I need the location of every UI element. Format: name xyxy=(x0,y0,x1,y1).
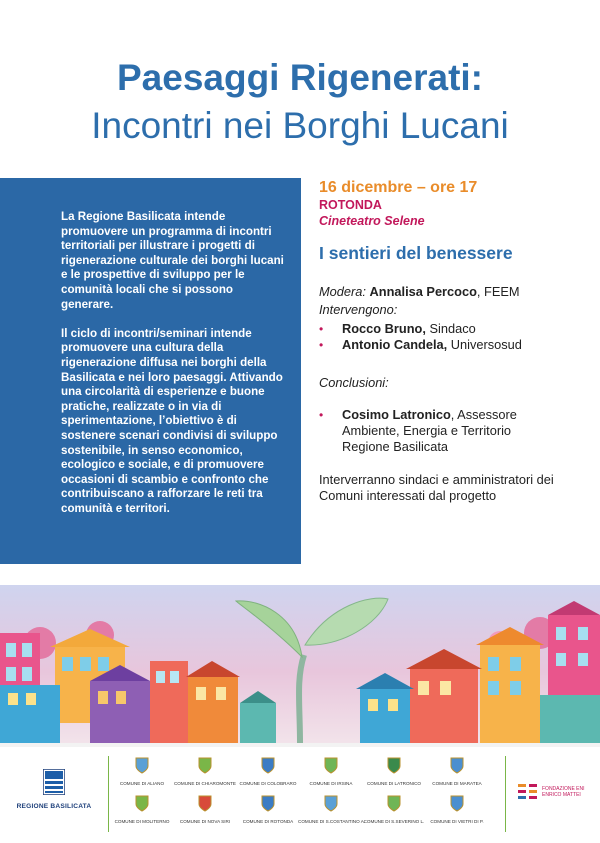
coat-of-arms-icon xyxy=(198,794,212,812)
speaker-role: Sindaco xyxy=(425,321,476,336)
coat-of-arms-icon xyxy=(450,756,464,774)
comune-label: COMUNE DI S.SEVERINO L. xyxy=(363,819,425,824)
comune-logo xyxy=(235,794,301,824)
comune-logo xyxy=(172,794,238,824)
coat-of-arms-icon xyxy=(324,756,338,774)
conclusion-name: Cosimo Latronico xyxy=(342,407,451,422)
intro-paragraph-1: La Regione Basilicata intende promuovere un programma di incontri territoriali per illustrare i progetti di rigenerazione culturale dei borghi lucani e le prospettive di sviluppo per le comunità locali che si possono generare. xyxy=(61,210,284,311)
speaker-item xyxy=(319,337,589,353)
coat-of-arms-icon xyxy=(261,756,275,774)
feem-label xyxy=(542,786,585,798)
conclusions-label: Conclusioni: xyxy=(319,375,389,390)
speaker-role: Universosud xyxy=(447,337,522,352)
coat-of-arms-icon xyxy=(261,794,275,812)
speaker-item xyxy=(319,321,589,337)
event-date: 16 dicembre – ore 17 xyxy=(319,179,478,196)
event-town: ROTONDA xyxy=(319,198,382,212)
comune-label: COMUNE DI NOVA SIRI xyxy=(179,819,231,824)
comune-logo xyxy=(361,794,427,824)
regione-emblem-icon xyxy=(43,769,65,795)
intro-text xyxy=(61,210,286,531)
comune-label: COMUNE DI LATRONICO xyxy=(366,781,422,786)
comune-logo xyxy=(424,794,490,824)
event-venue: Cineteatro Selene xyxy=(319,214,425,228)
regione-basilicata-logo xyxy=(14,769,94,810)
coat-of-arms-icon xyxy=(135,794,149,812)
speakers-label: Intervengono: xyxy=(319,302,398,317)
comune-logo xyxy=(109,794,175,824)
comune-label: COMUNE DI VIETRI DI P. xyxy=(430,819,484,824)
bullet-icon: • xyxy=(319,338,324,352)
feem-emblem-icon xyxy=(516,782,540,804)
event-subtitle: I sentieri del benessere xyxy=(319,243,513,263)
comune-logo xyxy=(298,794,364,824)
comune-label: COMUNE DI S.COSTANTINO A. xyxy=(298,819,366,824)
moderator-label: Modera: xyxy=(319,284,366,299)
intro-paragraph-2: Il ciclo di incontri/seminari intende promuovere una cultura della rigenerazione diffusa nei borghi della Basilicata e nei loro paesaggi. Attivando una circolarità di esperienze e buone pratiche, realizzate o in via di sperimentazione, l’obiettivo è di sostenere scenari condivisi di sviluppo sostenibile, in senso economico, ecologico e sociale, e di promuovere occasioni di scambio e confronto che contribuiscano a rafforzare le reti tra comunità e territori. xyxy=(61,326,283,515)
comune-label: COMUNE DI MARATEA xyxy=(432,781,482,786)
moderator-line xyxy=(319,284,589,300)
comune-logo xyxy=(298,756,364,786)
footer-divider xyxy=(0,743,600,747)
comune-logo xyxy=(109,756,175,786)
village-illustration xyxy=(0,585,600,743)
comune-logo xyxy=(424,756,490,786)
moderator-org: , FEEM xyxy=(476,284,520,299)
coat-of-arms-icon xyxy=(135,756,149,774)
comune-label: COMUNE DI IRSINA xyxy=(309,781,353,786)
feem-label-line2: ENRICO MATTEI xyxy=(542,792,581,798)
comune-logo xyxy=(235,756,301,786)
page-title-line1: Paesaggi Rigenerati: xyxy=(116,57,483,98)
comune-label: COMUNE DI ALIANO xyxy=(119,781,165,786)
conclusions-list xyxy=(319,407,524,455)
comune-logo xyxy=(361,756,427,786)
conclusion-item xyxy=(319,407,524,455)
feem-label-line1: FONDAZIONE ENI xyxy=(542,786,585,792)
comune-label: COMUNE DI MOLITERNO xyxy=(114,819,170,824)
comune-label: COMUNE DI ROTONDA xyxy=(242,819,294,824)
speaker-name: Rocco Bruno, xyxy=(342,321,426,336)
event-details xyxy=(319,179,589,504)
comuni-logos xyxy=(108,756,506,832)
conclusion-role: , Assessore Ambiente, Energia e Territorio Regione Basilicata xyxy=(342,407,517,454)
coat-of-arms-icon xyxy=(387,756,401,774)
moderator-name: Annalisa Percoco xyxy=(369,284,477,299)
coat-of-arms-icon xyxy=(450,794,464,812)
bullet-icon: • xyxy=(319,408,324,422)
page-title-line2: Incontri nei Borghi Lucani xyxy=(91,105,509,146)
coat-of-arms-icon xyxy=(198,756,212,774)
coat-of-arms-icon xyxy=(324,794,338,812)
comune-label: COMUNE DI COLOBRARO xyxy=(239,781,297,786)
speakers-list xyxy=(319,321,589,353)
feem-logo xyxy=(516,782,596,809)
coat-of-arms-icon xyxy=(387,794,401,812)
comune-label: COMUNE DI CHIAROMONTE xyxy=(173,781,236,786)
bullet-icon: • xyxy=(319,322,324,336)
closing-note: Interverranno sindaci e amministratori dei Comuni interessati dal progetto xyxy=(319,472,554,503)
regione-label: REGIONE BASILICATA xyxy=(16,803,92,810)
comune-logo xyxy=(172,756,238,786)
speaker-name: Antonio Candela, xyxy=(342,337,448,352)
